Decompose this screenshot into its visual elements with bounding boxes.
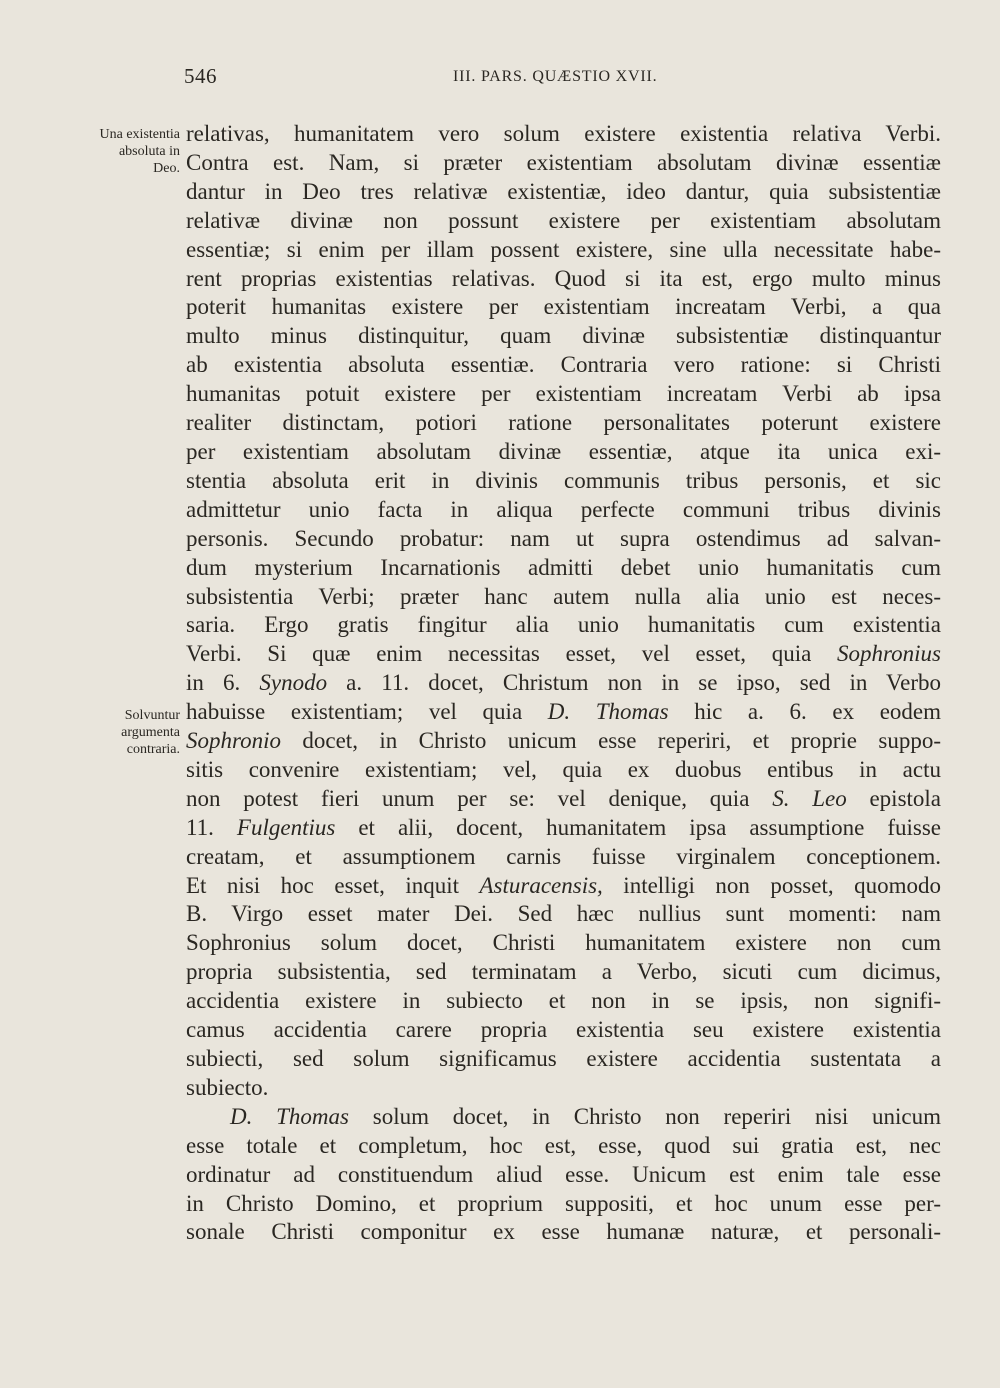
text-line: creatam, et assumptionem carnis fuisse virginalem conceptionem.: [186, 843, 941, 869]
text-run: Verbi. Si quæ enim necessitas esset, vel esset, quia: [186, 641, 838, 667]
page-number: 546: [184, 64, 217, 88]
margin-note: [84, 126, 180, 177]
margin-note-line: argumenta: [121, 725, 180, 740]
text-line: realiter distinctam, potiori ratione personalitates poterunt existere: [186, 410, 941, 436]
italic-name: Sophronio: [186, 728, 281, 754]
text-run: non potest fieri unum per se: vel denique, quia: [186, 785, 773, 811]
text-line: subiecti, sed solum significamus existere accidentia sustentata a: [186, 1046, 941, 1071]
italic-name: S. Leo: [772, 785, 847, 811]
text-line: dantur in Deo tres relativæ existentiæ, ideo dantur, quia subsistentiæ: [186, 178, 941, 204]
text-line: sonale Christi componitur ex esse humanæ naturæ, et personali-: [186, 1219, 941, 1245]
text-line: admittetur unio facta in aliqua perfecte communi tribus divinis: [186, 496, 941, 522]
text-line: per existentiam absolutam divinæ essentiæ, atque ita unica exi-: [186, 438, 941, 464]
text-line: sitis convenire existentiam; vel, quia ex duobus entibus in actu: [186, 756, 941, 782]
text-line: personis. Secundo probatur: nam ut supra ostendimus ad salvan-: [186, 525, 941, 551]
text-run: solum docet, in Christo non reperiri nisi unicum: [349, 1103, 941, 1129]
margin-note-line: Una existentia: [99, 127, 180, 142]
text-line: in Christo Domino, et proprium suppositi, et hoc unum esse per-: [186, 1190, 941, 1216]
text-line: camus accidentia carere propria existentia seu existere existentia: [186, 1017, 941, 1043]
text-line: Contra est. Nam, si præter existentiam absolutam divinæ essentiæ: [186, 149, 941, 175]
text-run: et alii, docent, humanitatem ipsa assumptione fuisse: [335, 814, 941, 840]
text-run: a. 11. docet, Christum non in se ipso, sed in Verbo: [327, 670, 941, 696]
text-line: relativæ divinæ non possunt existere per existentiam absolutam: [186, 207, 941, 233]
text-line: [186, 727, 941, 756]
margin-note-line: Deo.: [153, 161, 180, 176]
italic-name: Sophronius: [837, 641, 941, 667]
text-run: habuisse existentiam; vel quia: [186, 699, 548, 725]
text-line: [186, 669, 941, 698]
text-line: subiecto.: [186, 1074, 269, 1100]
text-line: essentiæ; si enim per illam possent existere, sine ulla necessitate habe-: [186, 236, 941, 262]
text-run: hic a. 6. ex eodem: [668, 699, 941, 725]
text-line: relativas, humanitatem vero solum existere existentia relativa Verbi.: [186, 121, 941, 146]
text-line: [186, 698, 941, 727]
text-line: dum mysterium Incarnationis admitti debet unio humanitatis cum: [186, 554, 941, 580]
text-line: subsistentia Verbi; præter hanc autem nulla alia unio est neces-: [186, 583, 941, 609]
text-line: [186, 814, 941, 843]
text-line: Sophronius solum docet, Christi humanitatem existere non cum: [186, 930, 941, 956]
italic-name: D. Thomas: [547, 699, 669, 725]
margin-note-line: absoluta in: [118, 144, 180, 159]
text-line: [186, 1103, 941, 1132]
text-line: multo minus distinquitur, quam divinæ subsistentiæ distinquantur: [186, 323, 941, 349]
text-line: [186, 640, 941, 669]
text-run: Et nisi hoc esset, inquit: [186, 872, 480, 898]
text-line: ab existentia absoluta essentiæ. Contraria vero ratione: si Christi: [186, 352, 941, 378]
text-run: in 6.: [186, 670, 260, 696]
italic-name: Fulgentius: [236, 814, 336, 840]
margin-note-line: Solvuntur: [124, 708, 180, 723]
text-run: intelligi non posset, quomodo: [602, 872, 941, 898]
text-run: 11.: [186, 814, 237, 840]
italic-name: D. Thomas: [230, 1103, 349, 1129]
body-text: [186, 120, 941, 1247]
text-line: rent proprias existentias relativas. Quod si ita est, ergo multo minus: [186, 265, 941, 291]
text-line: ordinatur ad constituendum aliud esse. Unicum est enim tale esse: [186, 1161, 941, 1187]
italic-name: Synodo: [259, 670, 328, 696]
margin-note-line: contraria.: [126, 742, 180, 757]
text-line: [186, 785, 941, 814]
text-run: epistola: [846, 785, 942, 811]
text-line: stentia absoluta erit in divinis communis tribus personis, et sic: [186, 467, 941, 493]
margin-note: [84, 707, 180, 758]
text-line: poterit humanitas existere per existentiam increatam Verbi, a qua: [186, 294, 941, 320]
italic-name: Asturacensis,: [479, 872, 603, 898]
text-line: accidentia existere in subiecto et non in se ipsis, non signifi-: [186, 988, 941, 1014]
text-run: docet, in Christo unicum esse reperiri, et proprie suppo-: [281, 728, 941, 754]
text-line: propria subsistentia, sed terminatam a Verbo, sicuti cum dicimus,: [186, 959, 941, 985]
text-line: esse totale et completum, hoc est, esse, quod sui gratia est, nec: [186, 1132, 941, 1158]
text-line: humanitas potuit existere per existentiam increatam Verbi ab ipsa: [186, 381, 941, 407]
text-line: saria. Ergo gratis fingitur alia unio humanitatis cum existentia: [186, 612, 941, 638]
text-line: B. Virgo esset mater Dei. Sed hæc nullius sunt momenti: nam: [186, 901, 941, 927]
text-line: [186, 872, 941, 901]
running-head: III. PARS. QUÆSTIO XVII.: [453, 68, 658, 85]
